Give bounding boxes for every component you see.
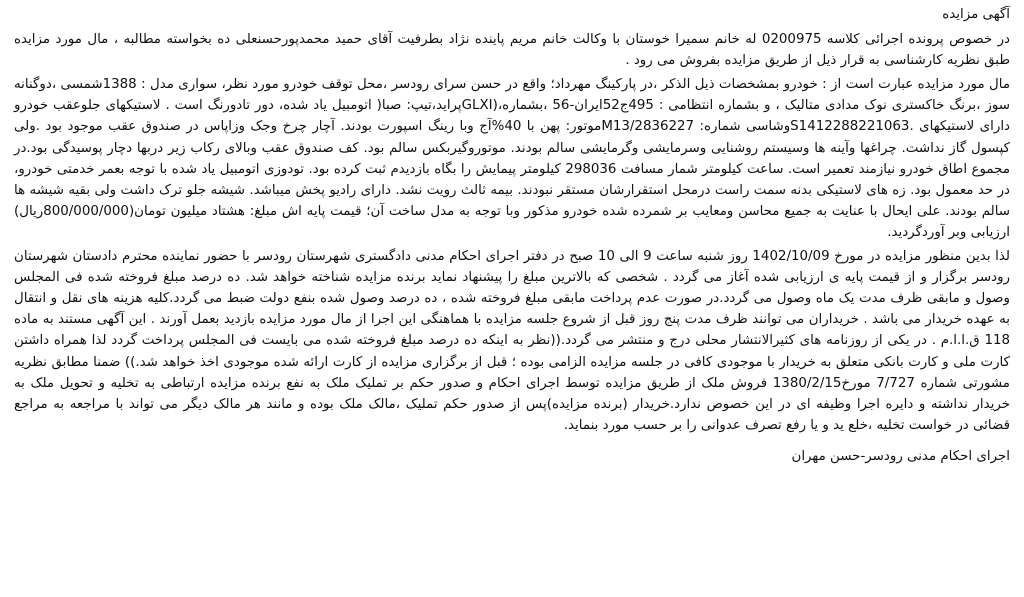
property-description-paragraph: مال مورد مزایده عبارت است از : خودرو بمشخصات ذیل الذکر ،در پارکینگ مهرداد؛ واقع در حسن سرای رودسر ،محل توقف خودرو مورد نظر، سواری مدل : 1388شمسی ،دوگنانه سوز ،برنگ خاکستری نوک مدادی متالیک ، و بشماره انتظامی : 495ج52ایران-56 ،بشماره،(GLXIپراید،تیپ: صبا( اتومبیل یاد شده، دور تادورنگ است . لاستیکهای جلوعقب خودرو دارای لاستیکهای .S1412288221063وشاسی شماره: M13/2836227موتور: پهن با 40%آج وبا رینگ اسپورت بودند. آچار چرخ وجک وزاپاس در صندوق عقب موجود بود .ولی کپسول گاز نداشت. چراغها وآینه ها وسیستم روشنایی وسرمایشی وگرمایشی سالم بودند. موتوروگیربکس سالم بود. کف صندوق عقب وبالای رکاب زیر دربها دچار پوسیدگی بود.در مجموع اطاق خودرو نیازمند تعمیر است. ساعت کیلومتر شمار مسافت 298036 کیلومتر پیمایش را بگاه بازدیدم ثبت کرده بود. تودوزی اتومبیل یاد شده با توجه بعمر خدمتی خودرو، در حد معمول بود. زه های لاستیکی بدنه سمت راست درمحل استقرارشان مستقر نبودند. بیمه ثالث رویت نشد. دارای رادیو پخش میباشد. شیشه جلو ترک داشت ولی بقیه شیشه ها سالم بودند. علی ایحال با عنایت به جمیع محاسن ومعایب بر شمرده شده خودرو مذکور وبا توجه به مدل ساخت آن؛ قیمت پایه اش مبلغ: هشتاد میلیون تومان(800/000/000ریال) ارزیابی وبر آوردگردید. [14, 77, 1011, 240]
auction-terms-paragraph: لذا بدین منظور مزایده در مورخ 1402/10/09 روز شنبه ساعت 9 الی 10 صبح در دفتر اجرای احکام مدنی دادگستری شهرستان رودسر با حضور نماینده محترم دادستان شهرستان رودسر برگزار و از قیمت پایه ی ارزیابی شده آغاز می گردد . شخصی که بالاترین مبلغ را پیشنهاد نماید برنده مزایده شناخته خواهد شد. ده درصد مبلغ فروخته شده فی المجلس وصول و مابقی ظرف مدت یک ماه وصول می گردد.در صورت عدم پرداخت مابقی مبلغ فروخته شده ، ده درصد وصول شده بنفع دولت ضبط می گردد.کلیه هزینه های نقل و انتقال به عهده خریدار می باشد . خریداران می توانند ظرف مدت پنج روز قبل از شروع جلسه مزایده با هماهنگی این اجرا از مال مورد مزایده بازدید بعمل آورند . این آگهی مستند به ماده 118 ق.ا.ا.م . در یکی از روزنامه های کثیرالانتشار محلی درج و منتشر می گردد.((نظر به اینکه ده درصد مبلغ فروخته شده می بایست فی المجلس پرداخت گردد لذا همراه داشتن کارت ملی و کارت بانکی متعلق به خریدار با موجودی کافی در جلسه مزایده الزامی بوده ؛ قبل از برگزاری مزایده از کارت ارائه شده موجودی اخذ خواهد شد.)) ضمنا مطابق نظریه مشورتی شماره 7/727 مورخ1380/2/15 فروش ملک از طریق مزایده توسط اجرای احکام و صدور حکم بر تملیک ملک به نفع برنده مزایده ارتباطی به تخلیه و تحویل ملک به خریدار نداشته و دایره اجرا وظیفه ای در این خصوص ندارد.خریدار (برنده مزایده)پس از صدور حکم تملیک ،مالک ملک بوده و مانند هر مالک دیگر می تواند با مراجعه به مراجع قضائی در خواست تخلیه ،خلع ید و یا رفع تصرف عدوانی را بر حسب مورد بنماید. [14, 249, 1010, 433]
auction-notice [14, 4, 1010, 467]
notice-signature: اجرای احکام مدنی رودسر-حسن مهران [791, 448, 1010, 464]
notice-title: آگهی مزایده [942, 7, 1010, 22]
notice-intro-paragraph: در خصوص پرونده اجرائی کلاسه 0200975 له خانم سمیرا خوستان با وکالت خانم مریم پاینده نژاد بطرفیت آقای حمید محمدپورحسنعلی ده بخواسته مطالبه ، مال مورد مزایده طبق نظریه کارشناسی به قرار ذیل از طریق مزایده بفروش می رود . [14, 32, 1010, 69]
